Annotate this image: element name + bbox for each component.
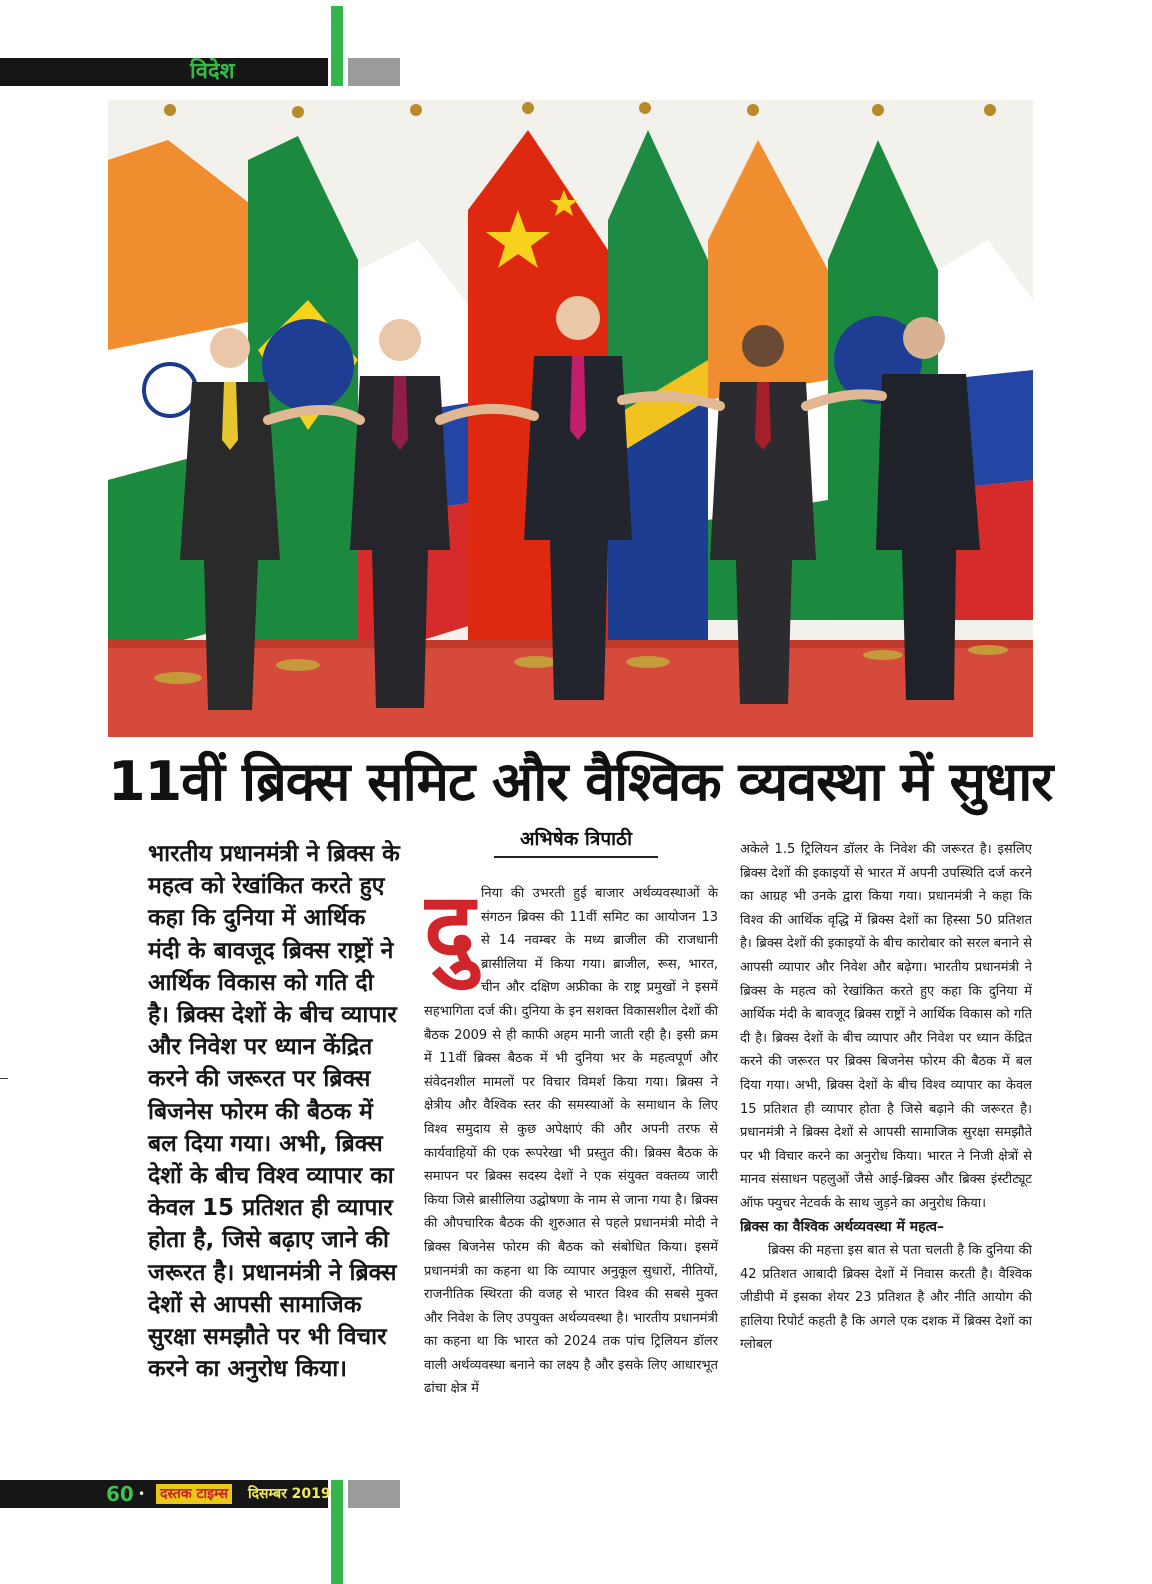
dropcap: दु xyxy=(424,882,475,984)
section-label: विदेश xyxy=(190,59,235,84)
article-paragraph-1 xyxy=(424,882,718,1401)
article-col2-text: अकेले 1.5 ट्रिलियन डॉलर के निवेश की जरूरत है। इसलिए ब्रिक्स देशों की इकाइयों से भारत में अपनी उपस्थिति दर्ज करने का आग्रह भी उनके द्वारा किया गया। प्रधानमंत्री ने कहा कि विश्व की आर्थिक वृद्धि में ब्रिक्स देशों का हिस्सा 50 प्रतिशत है। ब्रिक्स देशों की इकाइयों के बीच कारोबार को सरल बनाने से आपसी व्यापार और निवेश और बढ़ेगा। भारतीय प्रधानमंत्री ने ब्रिक्स के महत्व को रेखांकित करते हुए कहा कि दुनिया में आर्थिक मंदी के बावजूद ब्रिक्स राष्ट्रों ने आर्थिक विकास को गति दी है। ब्रिक्स देशों के बीच व्यापार और निवेश पर ध्यान केंद्रित करने की जरूरत पर ब्रिक्स बिजनेस फोरम की बैठक में बल दिया गया। अभी, ब्रिक्स देशों के बीच विश्व व्यापार का केवल 15 प्रतिशत ही व्यापार होता है जिसे बढ़ाने की जरूरत है। प्रधानमंत्री ने ब्रिक्स देशों से आपसी सामाजिक सुरक्षा समझौते पर भी विचार करने का अनुरोध किया। भारत ने निजी क्षेत्रों से मानव संसाधन पहलुओं जैसे आई-ब्रिक्स और ब्रिक्स इंस्टीट्यूट ऑफ फ्युचर नेटवर्क के साथ जुड़ने का अनुरोध किया। xyxy=(740,842,1032,1211)
pull-quote: भारतीय प्रधानमंत्री ने ब्रिक्स के महत्व को रेखांकित करते हुए कहा कि दुनिया में आर्थिक मंदी के बावजूद ब्रिक्स राष्ट्रों ने आर्थिक विकास को गति दी है। ब्रिक्स देशों के बीच व्यापार और निवेश पर ध्यान केंद्रित करने की जरूरत पर ब्रिक्स बिजनेस फोरम की बैठक में बल दिया गया। अभी, ब्रिक्स देशों के बीच विश्व व्यापार का केवल 15 प्रतिशत ही व्यापार होता है, जिसे बढ़ाए जाने की जरूरत है। प्रधानमंत्री ने ब्रिक्स देशों से आपसी सामाजिक सुरक्षा समझौते पर भी विचार करने का अनुरोध किया। xyxy=(148,841,400,1383)
footer-separator: • xyxy=(138,1487,146,1501)
page-number: 60 xyxy=(106,1482,134,1506)
article-column-2 xyxy=(740,838,1032,1458)
article-column-1 xyxy=(424,882,718,1452)
header-green-rule xyxy=(331,6,343,86)
header-gray-block xyxy=(348,58,400,86)
brics-leaders-group-photo xyxy=(108,100,1033,737)
issue-date: दिसम्बर 2019 xyxy=(248,1486,331,1502)
header-bar xyxy=(0,58,328,86)
magazine-logo: दस्तक टाइम्स xyxy=(156,1484,232,1504)
footer-green-rule xyxy=(331,1480,343,1584)
margin-tick xyxy=(0,1078,8,1079)
headline: 11वीं ब्रिक्स समिट और वैश्विक व्यवस्था में सुधार xyxy=(108,750,1053,813)
section-subhead: ब्रिक्स का वैश्विक अर्थव्यवस्था में महत्व– xyxy=(740,1218,945,1235)
byline-rule xyxy=(494,856,658,858)
article-col1-text: निया की उभरती हुई बाजार अर्थव्यवस्थाओं के संगठन ब्रिक्स की 11वीं समिट का आयोजन 13 से 14 नवम्बर के मध्य ब्राजील की राजधानी ब्रासीलिया में किया गया। ब्राजील, रूस, भारत, चीन और दक्षिण अफ्रीका के राष्ट्र प्रमुखों ने इसमें सहभागिता दर्ज की। दुनिया के इन सशक्त विकासशील देशों की बैठक 2009 से ही काफी अहम मानी जाती रही है। इसी क्रम में 11वीं ब्रिक्स बैठक में भी दुनिया भर के महत्वपूर्ण और संवेदनशील मामलों पर विचार विमर्श किया गया। ब्रिक्स ने क्षेत्रीय और वैश्विक स्तर की समस्याओं के समाधान के लिए विश्व समुदाय से कुछ अपेक्षाएं की और अपनी तरफ से कार्यवाहियों की एक रूपरेखा भी प्रस्तुत की। ब्रिक्स बैठक के समापन पर ब्रिक्स सदस्य देशों ने एक संयुक्त वक्तव्य जारी किया जिसे ब्रासीलिया उद्घोषणा के नाम से जाना गया है। ब्रिक्स की औपचारिक बैठक की शुरुआत से पहले प्रधानमंत्री मोदी ने ब्रिक्स बिजनेस फोरम की बैठक को संबोधित किया। इसमें प्रधानमंत्री का कहना था कि व्यापार अनुकूल सुधारों, नीतियों, राजनीतिक स्थिरता की वजह से भारत विश्व की सबसे मुक्त और निवेश के लिए उपयुक्त अर्थव्यवस्था है। भारतीय प्रधानमंत्री का कहना था कि भारत को 2024 तक पांच ट्रिलियन डॉलर वाली अर्थव्यवस्था बनाने का लक्ष्य है और इसके लिए आधारभूत ढांचा क्षेत्र में xyxy=(424,886,718,1397)
footer-gray-block xyxy=(348,1480,400,1508)
byline: अभिषेक त्रिपाठी xyxy=(519,828,633,850)
article-col2-after-text: ब्रिक्स की महत्ता इस बात से पता चलती है कि दुनिया की 42 प्रतिशत आबादी ब्रिक्स देशों में निवास करती है। वैश्विक जीडीपी में इसका शेयर 23 प्रतिशत है और नीति आयोग की हालिया रिपोर्ट कहती है कि अगले एक दशक में ब्रिक्स देशों का ग्लोबल xyxy=(740,1243,1032,1353)
